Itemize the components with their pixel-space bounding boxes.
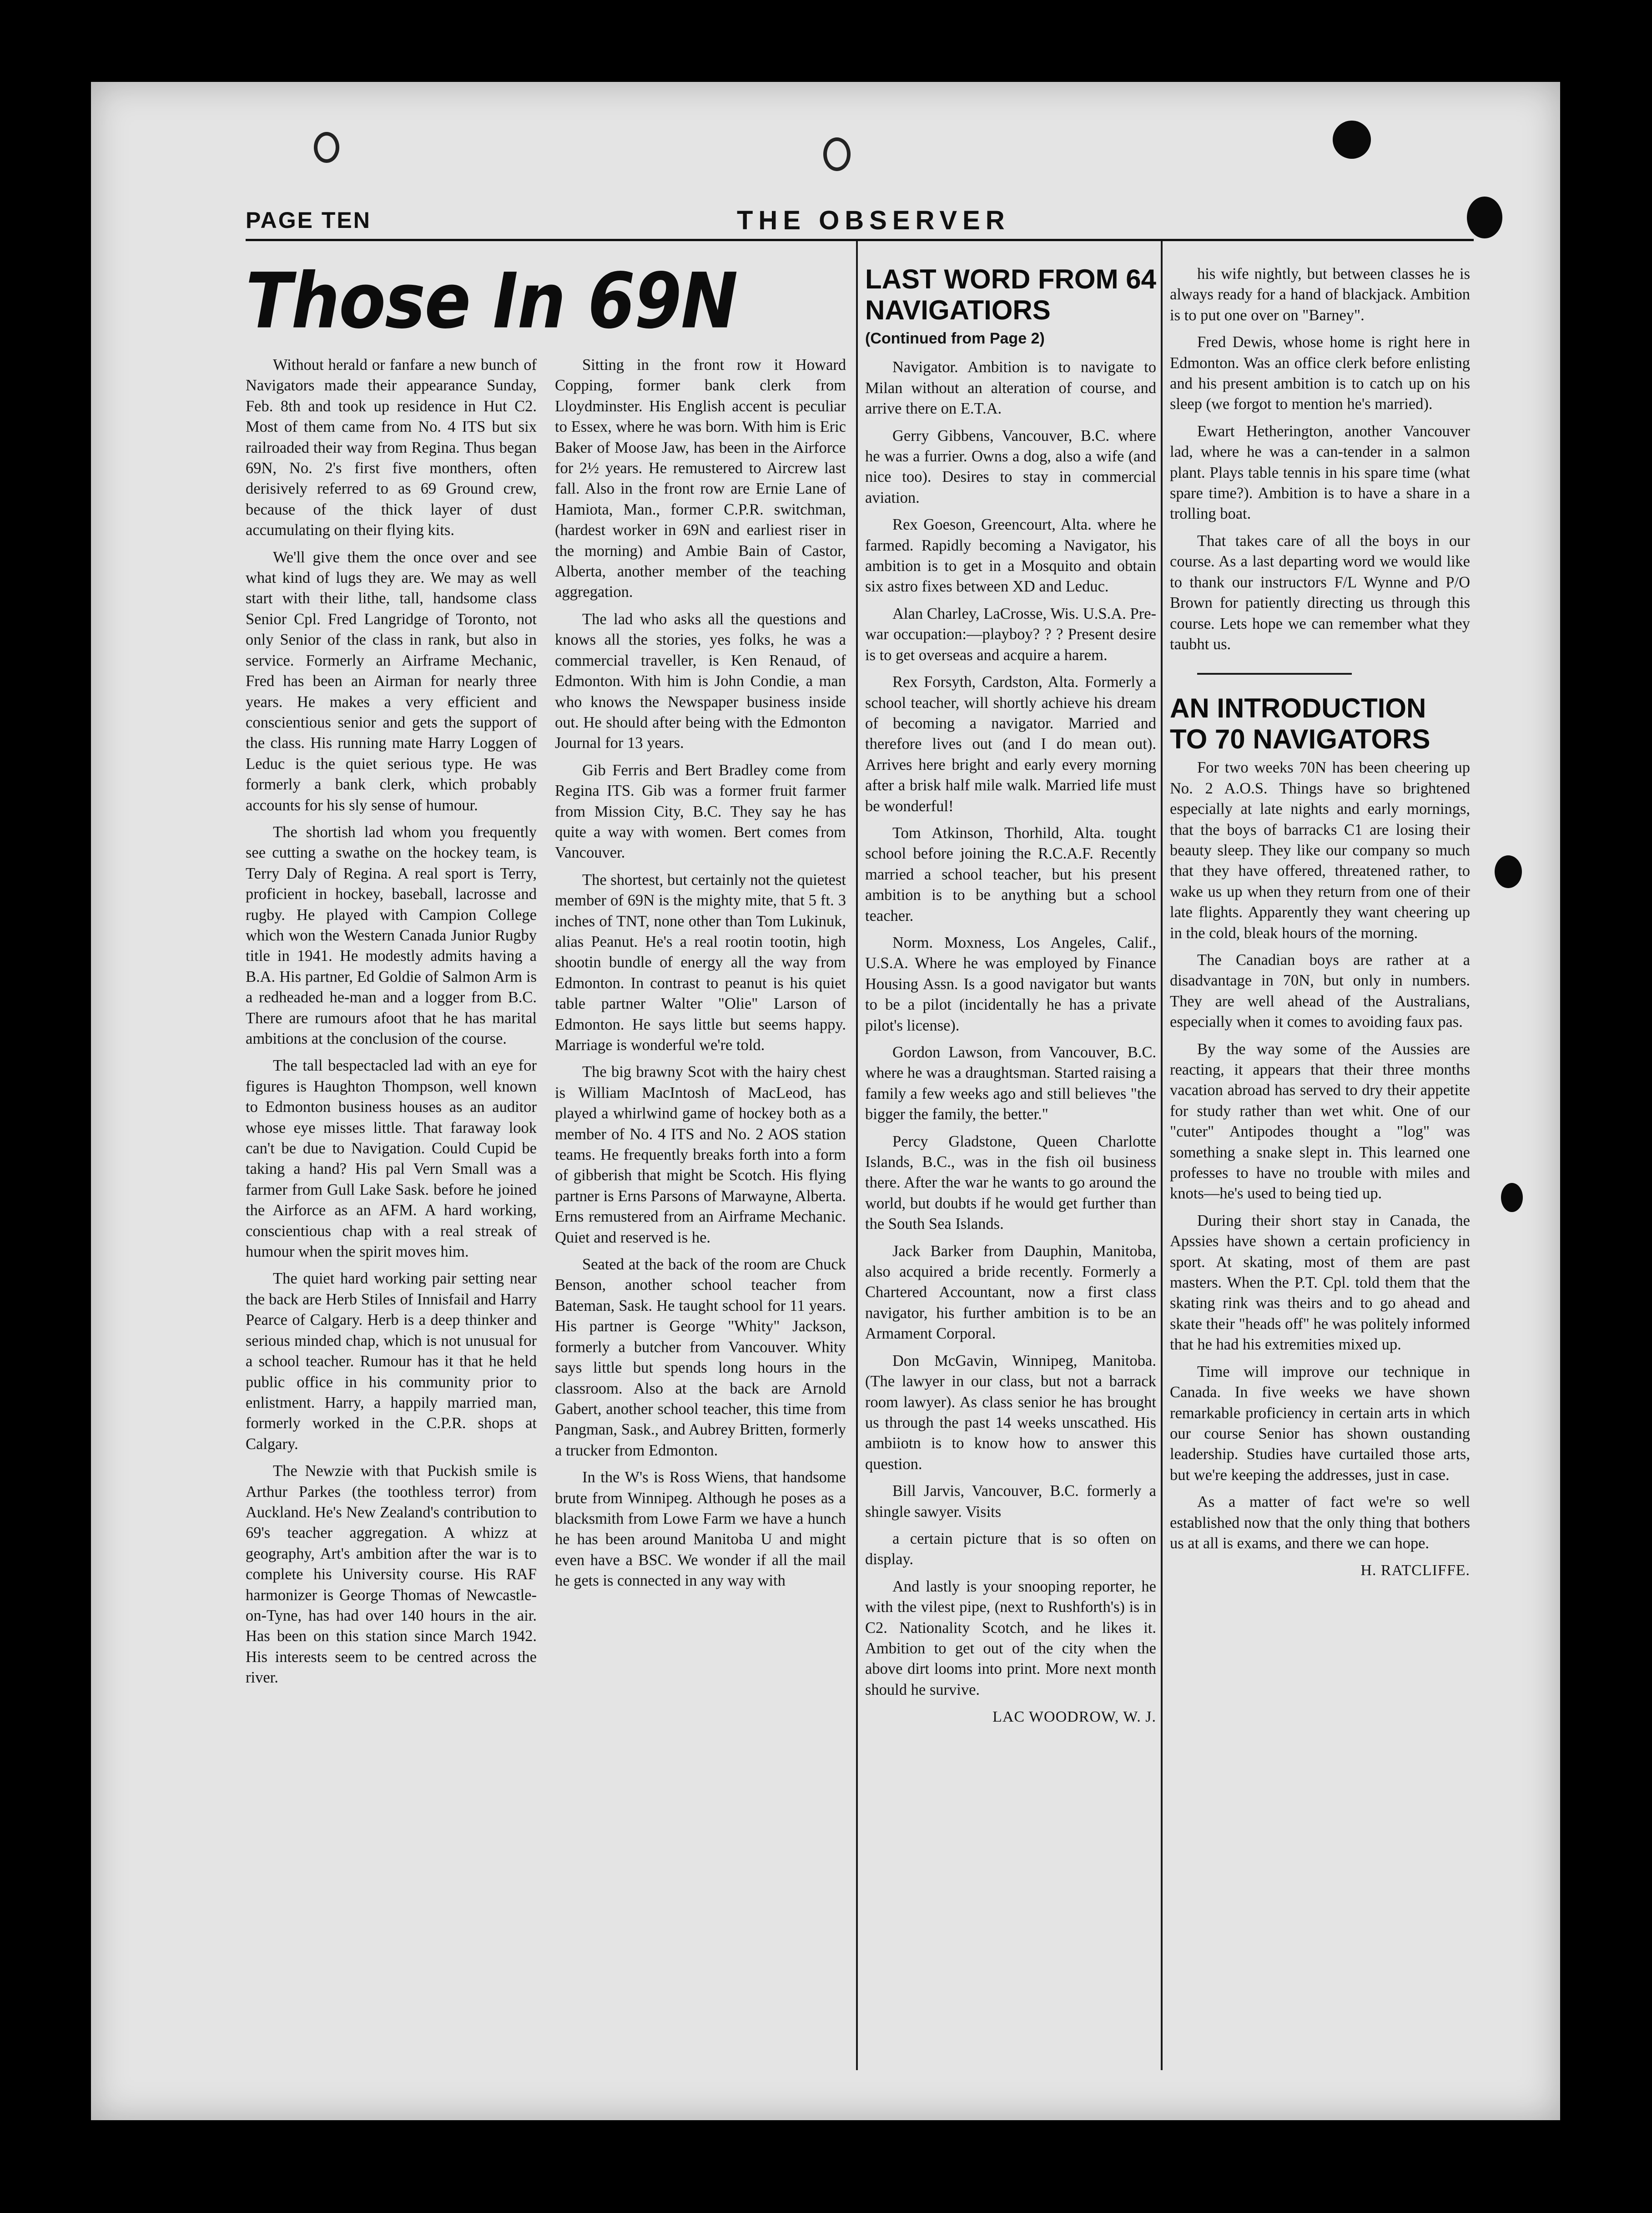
paragraph: For two weeks 70N has been cheering up No. 2 A.O.S. Things have so brightened especially at late nights and early mornings, that the boys of barracks C1 are losing their beauty sleep. They like our company so much that they have offered, threatened rather, to wake us up when they return from one of their late flights. Apparently they want cheering up in the cold, bleak hours of the morning.: [1170, 759, 1470, 942]
article-headline-70-navigators: AN INTRODUCTION TO 70 NAVIGATORS: [1170, 693, 1430, 755]
punch-hole-right-lower: [1501, 1183, 1523, 1212]
paragraph: Gib Ferris and Bert Bradley come from Regina ITS. Gib was a former fruit farmer from Mission City, B.C. They say he has quite a way with women. Bert comes from Vancouver.: [555, 761, 846, 862]
article-64-navigators-column-3: [865, 264, 1156, 2093]
paragraph: Rex Goeson, Greencourt, Alta. where he farmed. Rapidly becoming a Navigator, his ambition is to get in a Mosquito and obtain six astro fixes between XD and Leduc.: [865, 516, 1156, 596]
paragraph: During their short stay in Canada, the Apssies have shown a certain proficiency in sport. At skating, most of them are past masters. When the P.T. Cpl. told them that the skating rink was theirs and to go ahead and skate their "heads off" he was politely informed that he had his extremities mixed up.: [1170, 1212, 1470, 1354]
binder-ring-left: [314, 132, 339, 163]
paragraph: Ewart Hetherington, another Vancouver lad, where he was a can-tender in a salmon plant. Plays table tennis in his spare time (what spare time?). Ambition is to have a share in a trolling boat.: [1170, 422, 1470, 523]
column-4: [1170, 264, 1470, 2093]
paragraph: his wife nightly, but between classes he is always ready for a hand of blackjack. Ambition is to put one over on "Barney".: [1170, 265, 1470, 324]
paragraph: The quiet hard working pair setting near the back are Herb Stiles of Innisfail and Harry Pearce of Calgary. Herb is a deep thinker and serious minded chap, which is not unusual for a school teacher. Rumour has it that he held public office in his community prior to enlistment. Harry, a happily married man, formerly worked in the C.P.R. shops at Calgary.: [246, 1270, 537, 1453]
paragraph: The tall bespectacled lad with an eye for figures is Haughton Thompson, well known to Edmonton business houses as an auditor whose eye misses little. That faraway look can't be due to Navigation. Could Cupid be taking a hand? His pal Vern Small was a farmer from Gull Lake Sask. before he joined the Airforce as an AFM. A hard working, conscientious chap with a real streak of humour when the spirit moves him.: [246, 1057, 537, 1261]
continued-note: (Continued from Page 2): [865, 330, 1045, 347]
page-number: PAGE TEN: [246, 207, 371, 233]
paragraph: Navigator. Ambition is to navigate to Milan without an alteration of course, and arrive there on E.T.A.: [865, 359, 1156, 418]
paragraph: Time will improve our technique in Canada. In five weeks we have shown remarkable proficiency in certain arts in which our course Senior has shown oustanding leadership. Studies have curtailed those arts, but we're keeping the addresses, just in case.: [1170, 1363, 1470, 1484]
byline-woodrow: LAC WOODROW, W. J.: [992, 1708, 1156, 1726]
paragraph: Percy Gladstone, Queen Charlotte Islands, B.C., was in the fish oil business there. After the war he wants to go around the world, but doubts if he would get further than the South Sea Islands.: [865, 1132, 1156, 1233]
article-headline-69n: Those In 69N: [246, 257, 737, 346]
paragraph: The shortish lad whom you frequently see cutting a swathe on the hockey team, is Terry Daly of Regina. A real sport is Terry, proficient in hockey, baseball, lacrosse and rugby. He played with Campion College which won the Western Canada Junior Rugby title in 1941. He modestly admits having a B.A. His partner, Ed Goldie of Salmon Arm is a redheaded he-man and a logger from B.C. There are rumours afoot that he has marital ambitions at the conclusion of the course.: [246, 823, 537, 1047]
byline-ratcliffe: H. RATCLIFFE.: [1360, 1562, 1470, 1579]
paragraph: Sitting in the front row it Howard Copping, former bank clerk from Lloydminster. His English accent is peculiar to Essex, where he was born. With him is Eric Baker of Moose Jaw, has been in the Airforce for 2½ years. He remustered to Aircrew last fall. Also in the front row are Ernie Lane of Hamiota, Man., former C.P.R. switchman, (hardest worker in 69N and earliest riser in the morning) and Ambie Bain of Castor, Alberta, another member of the teaching aggregation.: [555, 356, 846, 601]
paragraph: Without herald or fanfare a new bunch of Navigators made their appearance Sunday, Feb. 8th and took up residence in Hut C2. Most of them came from No. 4 ITS but six railroaded their way from Regina. Thus began 69N, No. 2's first five monthers, often derisively referred to as 69 Ground crew, because of the thick layer of dust accumulating on their flying kits.: [246, 356, 537, 539]
newspaper-title: THE OBSERVER: [737, 206, 1010, 235]
paragraph: The Canadian boys are rather at a disadvantage in 70N, but only in numbers. They are well ahead of the Australians, especially when it comes to avoiding faux pas.: [1170, 951, 1470, 1031]
page-header: [246, 207, 1474, 241]
paragraph: The big brawny Scot with the hairy chest is William MacIntosh of MacLeod, has played a whirlwind game of hockey both as a member of No. 4 ITS and No. 2 AOS station teams. He frequently breaks forth into a form of gibberish that might be Scotch. His flying partner is Erns Parsons of Marwayne, Alberta. Erns remustered from an Airframe Mechanic. Quiet and reserved is he.: [555, 1063, 846, 1246]
paragraph: Norm. Moxness, Los Angeles, Calif., U.S.A. Where he was employed by Finance Housing Assn. Is a good navigator but wants to be a pilot (incidentally he has a private pilot's license).: [865, 934, 1156, 1034]
paragraph: Bill Jarvis, Vancouver, B.C. formerly a shingle sawyer. Visits: [865, 1482, 1156, 1521]
paragraph: And lastly is your snooping reporter, he with the vilest pipe, (next to Rushforth's) is in C2. Nationality Scotch, and he likes it. Ambition to get out of the city when the above dirt looms into print. More next month should he survive.: [865, 1577, 1156, 1698]
punch-hole-top-right: [1333, 121, 1371, 159]
paragraph: We'll give them the once over and see what kind of lugs they are. We may as well start with their lithe, tall, handsome class Senior Cpl. Fred Langridge of Toronto, not only Senior of the class in rank, but also in service. Formerly an Airframe Mechanic, Fred has been an Airman for nearly three years. He makes a very efficient and conscientious senior and gets the support of the class. His running mate Harry Loggen of Leduc is the quiet serious type. He was formerly a bank clerk, which probably accounts for his sly sense of humour.: [246, 548, 537, 814]
paragraph: The Newzie with that Puckish smile is Arthur Parkes (the toothless terror) from Auckland. He's New Zealand's contribution to 69's teacher aggregation. A whizz at geography, Art's ambition after the war is to complete his University course. His RAF harmonizer is George Thomas of Newcastle-on-Tyne, has had over 140 hours in the air. Has been on this station since March 1942. His interests seem to be centred across the river.: [246, 1462, 537, 1687]
paragraph: Tom Atkinson, Thorhild, Alta. tought school before joining the R.C.A.F. Recently married a school teacher, but his present ambition is to be anything but a school teacher.: [865, 824, 1156, 925]
column-rule-2: [1161, 241, 1163, 2070]
paragraph: Gerry Gibbens, Vancouver, B.C. where he was a furrier. Owns a dog, also a wife (and nice too). Desires to stay in commercial aviation.: [865, 427, 1156, 506]
paragraph: Don McGavin, Winnipeg, Manitoba. (The lawyer in our class, but not a barrack room lawyer). As class senior he has brought us through the past 14 weeks unscathed. His ambiiotn is to know how to answer this question.: [865, 1352, 1156, 1473]
section-divider: [1197, 673, 1352, 675]
article-69n-column-2: [555, 355, 846, 2093]
paragraph: Seated at the back of the room are Chuck Benson, another school teacher from Bateman, Sask. He taught school for 11 years. His partner is George "Whity" Jackson, formerly a butcher from Vancouver. Whity says little but spends long hours in the classroom. Also at the back are Arnold Gabert, another school teacher, this time from Pangman, Sask., and Aubrey Britten, formerly a trucker from Edmonton.: [555, 1256, 846, 1459]
article-69n-column-1: [246, 355, 537, 2093]
paragraph: In the W's is Ross Wiens, that handsome brute from Winnipeg. Although he poses as a blacksmith from Lowe Farm we have a hunch he has been around Manitoba U and might even have a BSC. We wonder if all the mail he gets is connected in any way with: [555, 1469, 846, 1590]
paragraph: By the way some of the Aussies are reacting, it appears that their three months vacation abroad has served to dry their appetite for study rather than wet whit. One of our "cuter" Antipodes thought a "log" was something a snake slept in. This learned one professes to have no trouble with miles and knots—he's used to being tied up.: [1170, 1040, 1470, 1202]
punch-hole-right-middle: [1495, 855, 1522, 888]
paragraph: Jack Barker from Dauphin, Manitoba, also acquired a bride recently. Formerly a Chartered Accountant, now a first class navigator, his further ambition is to be an Armament Corporal.: [865, 1242, 1156, 1343]
article-headline-64-navigators: LAST WORD FROM 64 NAVIGATIORS: [865, 264, 1156, 325]
paragraph: That takes care of all the boys in our course. As a last departing word we would like to thank our instructors F/L Wynne and P/O Brown for patiently directing us through this course. Lets hope we can remember what they taubht us.: [1170, 532, 1470, 653]
paragraph: The lad who asks all the questions and knows all the stories, yes folks, he was a commercial traveller, is Ken Renaud, of Edmonton. With him is John Condie, a man who knows the Newspaper business inside out. He should after being with the Edmonton Journal for 13 years.: [555, 610, 846, 752]
binder-ring-center: [823, 137, 851, 171]
paragraph: Gordon Lawson, from Vancouver, B.C. where he was a draughtsman. Started raising a family a few weeks ago and still believes "the bigger the family, the better.": [865, 1044, 1156, 1123]
column-rule-1: [856, 241, 858, 2070]
paragraph: a certain picture that is so often on display.: [865, 1530, 1156, 1568]
paragraph: Alan Charley, LaCrosse, Wis. U.S.A. Pre-war occupation:—playboy? ? ? Present desire is to get overseas and acquire a harem.: [865, 605, 1156, 664]
paragraph: As a matter of fact we're so well established now that the only thing that bothers us at all is exams, and there we can hope.: [1170, 1493, 1470, 1552]
paragraph: Rex Forsyth, Cardston, Alta. Formerly a school teacher, will shortly achieve his dream of becoming a navigator. Married and therefore lives out (and I do mean out). Arrives here bright and early every morning after a brisk half mile walk. Married life must be wonderful!: [865, 673, 1156, 815]
paragraph: Fred Dewis, whose home is right here in Edmonton. Was an office clerk before enlisting and his present ambition is to catch up on his sleep (we forgot to mention he's married).: [1170, 333, 1470, 413]
paragraph: The shortest, but certainly not the quietest member of 69N is the mighty mite, that 5 ft. 3 inches of TNT, none other than Tom Lukinuk, alias Peanut. He's a real rootin tootin, high shootin bundle of energy all the way from Edmonton. In contrast to peanut is his quiet table partner Walter "Olie" Larson of Edmonton. He says little but seems happy. Marriage is wonderful we're told.: [555, 871, 846, 1054]
